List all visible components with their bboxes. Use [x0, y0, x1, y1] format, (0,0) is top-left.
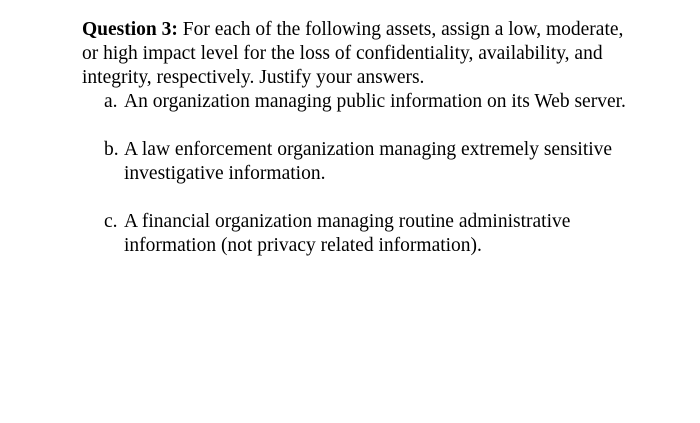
item-text-b: A law enforcement organization managing extremely sensitive investigative information. [124, 139, 613, 184]
list-item-c [82, 210, 642, 258]
question-prompt [82, 18, 642, 90]
question-title: Question 3: [82, 19, 178, 40]
question-block [82, 18, 642, 258]
item-marker-a: a. [104, 91, 118, 112]
answer-item-list [82, 90, 642, 258]
item-text-a: An organization managing public information on its Web server. [124, 91, 626, 112]
item-text-c: A financial organization managing routine administrative information (not privacy related information). [124, 211, 571, 256]
item-marker-c: c. [104, 211, 118, 232]
item-marker-b: b. [104, 139, 119, 160]
list-item-b [82, 138, 642, 186]
list-item-a [82, 90, 642, 114]
question-text: For each of the following assets, assign a low, moderate, or high impact level for the loss of confidentiality, availability, and integrity, respectively. Justify your answers. [82, 19, 624, 88]
